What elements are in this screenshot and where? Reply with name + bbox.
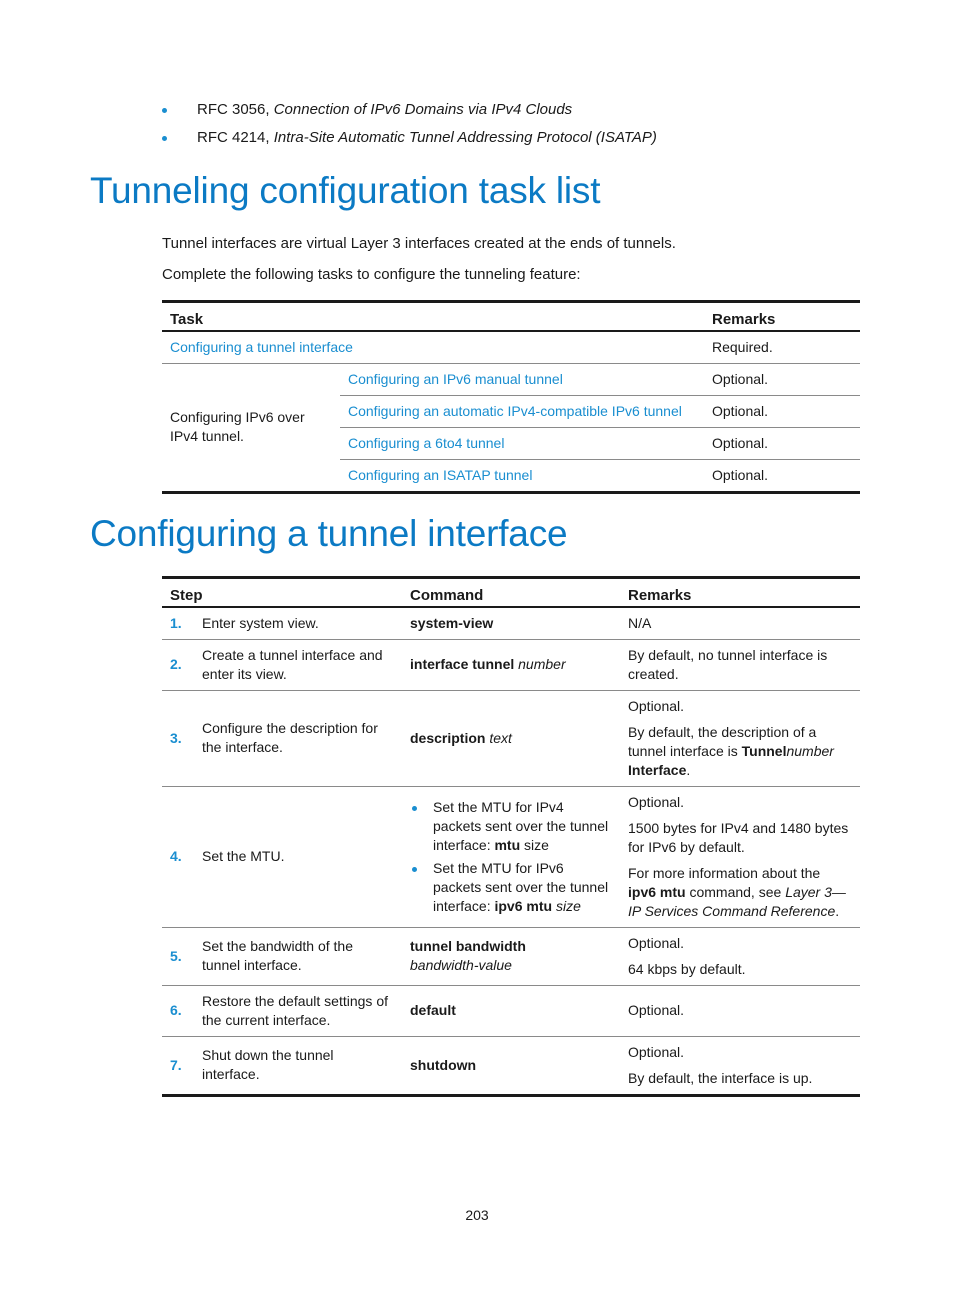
header-remarks: Remarks (628, 587, 692, 605)
reference-title: Layer 3—IP Services Command Reference (628, 883, 846, 919)
remarks-cell: Optional. (704, 363, 860, 395)
remarks-cell: Optional. (704, 395, 860, 427)
configuration-steps-table (162, 576, 860, 1097)
task-list-table (162, 300, 860, 494)
remarks-cell: Optional. 1500 bytes for IPv4 and 1480 bytes for IPv6 by default. For more information about the ipv6 mtu command, see Layer 3—IP Services Command Reference. (620, 786, 860, 927)
rfc-title: Connection of IPv6 Domains via IPv4 Clouds (273, 101, 573, 118)
table-row (162, 786, 860, 927)
table-row (162, 331, 860, 364)
list-item: Set the MTU for IPv4 packets sent over the tunnel interface: mtu size (410, 798, 612, 855)
table-row (162, 927, 860, 985)
command-argument: text (489, 729, 512, 746)
command-keyword: system-view (410, 614, 494, 631)
step-description: Set the bandwidth of the tunnel interface. (194, 927, 402, 985)
section-heading-task-list: Tunneling configuration task list (90, 170, 601, 211)
step-number: 4. (162, 786, 194, 927)
table-header-row (162, 578, 860, 607)
group-label-cell: Configuring IPv6 over IPv4 tunnel. (162, 363, 340, 492)
remarks-cell: By default, no tunnel interface is created. (620, 639, 860, 690)
list-item: Set the MTU for IPv6 packets sent over the tunnel interface: ipv6 mtu size (410, 859, 612, 916)
table-row (162, 985, 860, 1036)
step-description: Set the MTU. (194, 786, 402, 927)
default-description-note: By default, the description of a tunnel interface is Tunnelnumber Interface. (628, 723, 834, 778)
link-isatap-tunnel[interactable]: Configuring an ISATAP tunnel (348, 466, 533, 483)
step-number: 6. (162, 985, 194, 1036)
remarks-cell: Optional. By default, the description of a tunnel interface is Tunnelnumber Interface. (620, 690, 860, 786)
command-keyword: mtu (494, 836, 521, 853)
command-cell (402, 1036, 620, 1095)
table-row (162, 639, 860, 690)
command-cell (402, 786, 620, 927)
header-remarks: Remarks (712, 311, 776, 329)
remarks-cell: Optional. (704, 427, 860, 459)
rfc-bullet-list (160, 98, 657, 154)
remarks-cell: Optional. By default, the interface is up. (620, 1036, 860, 1095)
step-number: 1. (170, 614, 182, 631)
instruction-paragraph: Complete the following tasks to configure the tunneling feature: (162, 266, 581, 283)
link-6to4-tunnel[interactable]: Configuring a 6to4 tunnel (348, 434, 505, 451)
command-keyword: description (410, 729, 486, 746)
section-heading-tunnel-interface: Configuring a tunnel interface (90, 513, 568, 554)
step-description: Restore the default settings of the current interface. (194, 985, 402, 1036)
step-number: 3. (162, 690, 194, 786)
link-configuring-tunnel-interface[interactable]: Configuring a tunnel interface (170, 338, 353, 355)
header-task: Task (170, 311, 204, 329)
step-description: Create a tunnel interface and enter its view. (194, 639, 402, 690)
bullet-icon (412, 867, 417, 872)
header-command: Command (410, 587, 484, 605)
command-cell (402, 690, 620, 786)
command-argument: bandwidth-value (410, 957, 512, 973)
rfc-title: Intra-Site Automatic Tunnel Addressing Protocol (ISATAP) (273, 129, 657, 146)
step-description: Enter system view. (202, 614, 319, 631)
command-cell (402, 639, 620, 690)
list-item: RFC 3056, Connection of IPv6 Domains via IPv4 Clouds (160, 98, 657, 126)
table-row (162, 690, 860, 786)
table-header-row (162, 302, 860, 331)
step-description: Configure the description for the interface. (194, 690, 402, 786)
step-number: 7. (162, 1036, 194, 1095)
command-cell (402, 927, 620, 985)
step-description: Shut down the tunnel interface. (194, 1036, 402, 1095)
command-cell (402, 985, 620, 1036)
mtu-command-list (410, 798, 612, 916)
command-argument: number (518, 656, 566, 672)
remarks-cell: Optional. 64 kbps by default. (620, 927, 860, 985)
command-argument: size (555, 897, 581, 914)
step-number: 2. (162, 639, 194, 690)
command-keyword: default (410, 1002, 456, 1018)
command-keyword: tunnel bandwidth (410, 938, 526, 954)
step-number: 5. (162, 927, 194, 985)
table-row (162, 363, 860, 395)
link-automatic-ipv4-compatible-tunnel[interactable]: Configuring an automatic IPv4-compatible IPv6 tunnel (348, 402, 682, 419)
remarks-cell: Required. (712, 338, 773, 355)
command-argument: size (524, 836, 549, 853)
command-cell (402, 607, 620, 640)
remarks-cell: Optional. (704, 459, 860, 492)
remarks-cell: Optional. (620, 985, 860, 1036)
bullet-icon (162, 108, 167, 113)
bullet-icon (412, 806, 417, 811)
command-keyword: shutdown (410, 1056, 477, 1073)
table-row (162, 1036, 860, 1095)
remarks-cell: N/A (628, 614, 652, 631)
link-ipv6-manual-tunnel[interactable]: Configuring an IPv6 manual tunnel (348, 370, 563, 387)
table-row (162, 607, 860, 640)
reference-note: For more information about the ipv6 mtu command, see Layer 3—IP Services Command Reference. (628, 864, 846, 919)
bullet-icon (162, 136, 167, 141)
command-keyword: ipv6 mtu (494, 897, 553, 914)
list-item: RFC 4214, Intra-Site Automatic Tunnel Addressing Protocol (ISATAP) (160, 126, 657, 154)
command-keyword: interface tunnel (410, 656, 515, 672)
page-number: 203 (465, 1207, 489, 1223)
intro-paragraph: Tunnel interfaces are virtual Layer 3 interfaces created at the ends of tunnels. (162, 235, 676, 252)
header-step: Step (170, 587, 203, 605)
